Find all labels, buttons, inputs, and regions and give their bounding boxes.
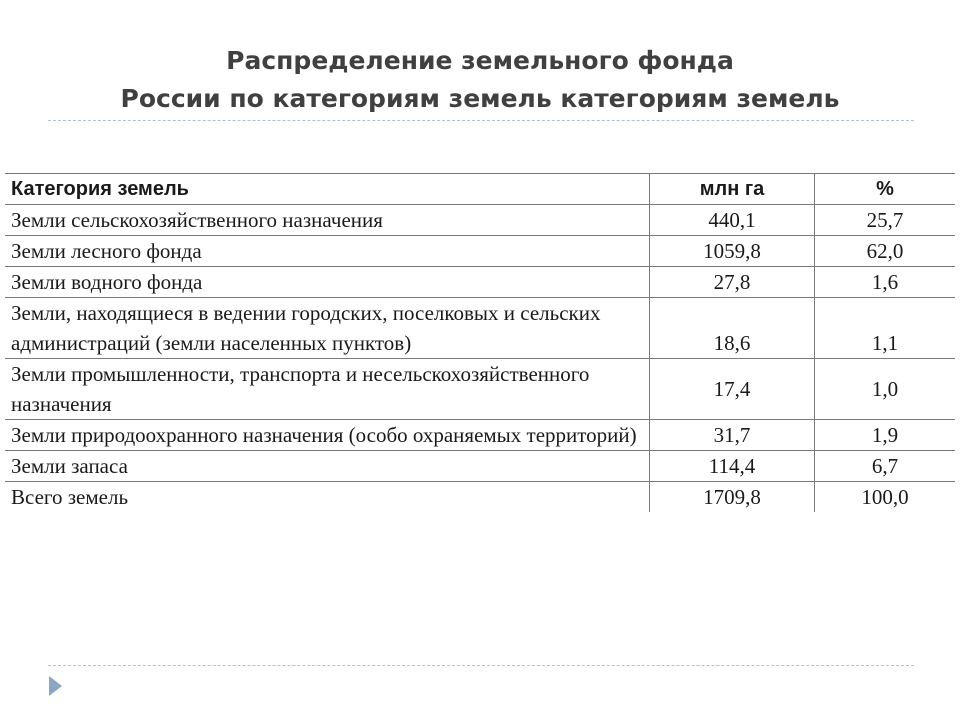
- title-line-1: Распределение земельного фонда: [226, 46, 734, 75]
- header-percent: %: [815, 174, 956, 205]
- header-category: Категория земель: [5, 174, 650, 205]
- row-percent: 6,7: [815, 451, 956, 482]
- land-fund-table: [5, 173, 955, 512]
- row-category: Земли запаса: [5, 451, 650, 482]
- row-percent: 25,7: [815, 205, 956, 236]
- row-area: 27,8: [650, 267, 815, 298]
- footer-divider: [48, 665, 914, 666]
- row-percent: 1,0: [815, 359, 956, 420]
- table-row: [5, 236, 955, 267]
- row-category: Земли природоохранного назначения (особо охраняемых территорий): [5, 420, 650, 451]
- row-percent: 62,0: [815, 236, 956, 267]
- table-row: [5, 298, 955, 359]
- table-row: [5, 420, 955, 451]
- row-percent: 100,0: [815, 482, 956, 513]
- row-area: 1059,8: [650, 236, 815, 267]
- table-row: [5, 267, 955, 298]
- row-area: 1709,8: [650, 482, 815, 513]
- header-area: млн га: [650, 174, 815, 205]
- row-area: 114,4: [650, 451, 815, 482]
- table-row: [5, 451, 955, 482]
- row-percent: 1,1: [815, 298, 956, 359]
- table-header-row: [5, 174, 955, 205]
- row-percent: 1,6: [815, 267, 956, 298]
- title-line-2: России по категориям земель категориям земель: [120, 84, 840, 113]
- row-category: Всего земель: [5, 482, 650, 513]
- table-row-total: [5, 482, 955, 513]
- row-category: Земли промышленности, транспорта и несельскохозяйственного назначения: [5, 359, 650, 420]
- row-area: 440,1: [650, 205, 815, 236]
- row-category: Земли, находящиеся в ведении городских, поселковых и сельских администраций (земли населенных пунктов): [5, 298, 650, 359]
- row-category: Земли лесного фонда: [5, 236, 650, 267]
- row-category: Земли сельскохозяйственного назначения: [5, 205, 650, 236]
- row-area: 17,4: [650, 359, 815, 420]
- triangle-bullet-icon: [49, 676, 62, 696]
- table-row: [5, 205, 955, 236]
- row-category: Земли водного фонда: [5, 267, 650, 298]
- row-area: 31,7: [650, 420, 815, 451]
- row-percent: 1,9: [815, 420, 956, 451]
- row-area: 18,6: [650, 298, 815, 359]
- table-row: [5, 359, 955, 420]
